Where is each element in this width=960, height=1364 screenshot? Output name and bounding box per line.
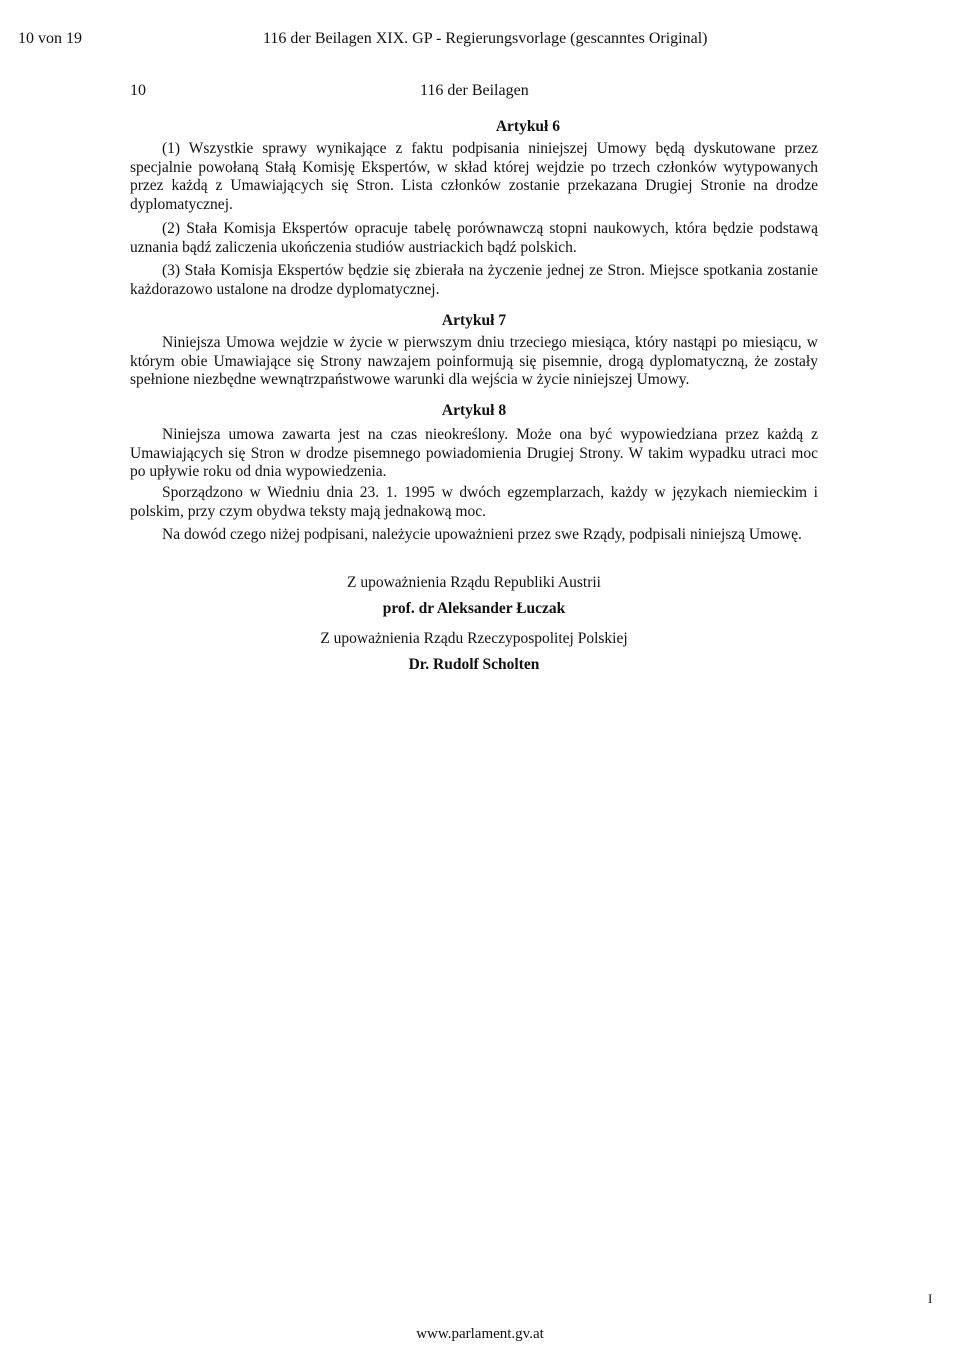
article-6-paragraph-2: (2) Stała Komisja Ekspertów opracuje tabelę porównawczą stopni naukowych, która będzie podstawą uznania bądź zaliczenia ukończenia studiów austriackich bądź polskich. [130, 220, 818, 256]
footer-url[interactable]: www.parlament.gv.at [416, 1326, 544, 1342]
article-8-heading: Artykuł 8 [441, 402, 507, 419]
signatory-name-poland: Dr. Rudolf Scholten [408, 655, 540, 673]
article-6-heading: Artykuł 6 [495, 118, 560, 135]
header-document-title: 116 der Beilagen XIX. GP - Regierungsvorlage (gescanntes Original) [263, 30, 708, 47]
article-8-paragraph-2: Sporządzono w Wiedniu dnia 23. 1. 1995 w dwóch egzemplarzach, każdy w językach niemieckim i polskim, przy czym obydwa teksty mają jednakową moc. [130, 484, 818, 520]
article-6-paragraph-1: (1) Wszystkie sprawy wynikające z faktu podpisania niniejszej Umowy będą dyskutowane przez specjalnie powołaną Stałą Komisję Ekspertów, w skład której wejdzie po trzech członków wytypowanych przez każdą z Umawiających się Stron. Lista członków zostanie przekazana Drugiej Stronie na drodze dyplomatycznej. [130, 140, 818, 213]
signature-block-poland [130, 630, 818, 674]
signature-block-austria [130, 574, 818, 618]
article-6-paragraph-3: (3) Stała Komisja Ekspertów będzie się zbierała na życzenie jednej ze Stron. Miejsce spotkania zostanie każdorazowo ustalone na drodze dyplomatycznej. [130, 262, 818, 298]
signatory-name-austria: prof. dr Aleksander Łuczak [382, 599, 566, 617]
article-8-paragraph-1: Niniejsza umowa zawarta jest na czas nieokreślony. Może ona być wypowiedziana przez każdą z Umawiających się Stron w drodze pisemnego powiadomienia Drugiej Strony. W takim wypadku utraci moc po upływie roku od dnia wypowiedzenia. [130, 426, 818, 480]
article-7-heading: Artykuł 7 [441, 312, 507, 329]
page-number: 10 [130, 82, 146, 99]
article-8-paragraph-3: Na dowód czego niżej podpisani, należycie upoważnieni przez swe Rządy, podpisali niniejszą Umowę. [162, 526, 802, 543]
article-7-paragraph-1: Niniejsza Umowa wejdzie w życie w pierwszym dniu trzeciego miesiąca, który nastąpi po miesiącu, w którym obie Umawiające się Strony nawzajem poinformują się pisemnie, drogą dyplomatyczną, że zostały spełnione niezbędne wewnątrzpaństwowe warunki dla wejścia w życie niniejszej Umowy. [130, 334, 818, 388]
running-title: 116 der Beilagen [420, 82, 529, 99]
document-body [130, 118, 818, 678]
header-page-count: 10 von 19 [18, 30, 82, 47]
signature-authorization-austria: Z upoważnienia Rządu Republiki Austrii [347, 574, 601, 591]
signature-authorization-poland: Z upoważnienia Rządu Rzeczypospolitej Polskiej [320, 630, 628, 647]
stray-scan-mark: I [928, 1291, 933, 1306]
